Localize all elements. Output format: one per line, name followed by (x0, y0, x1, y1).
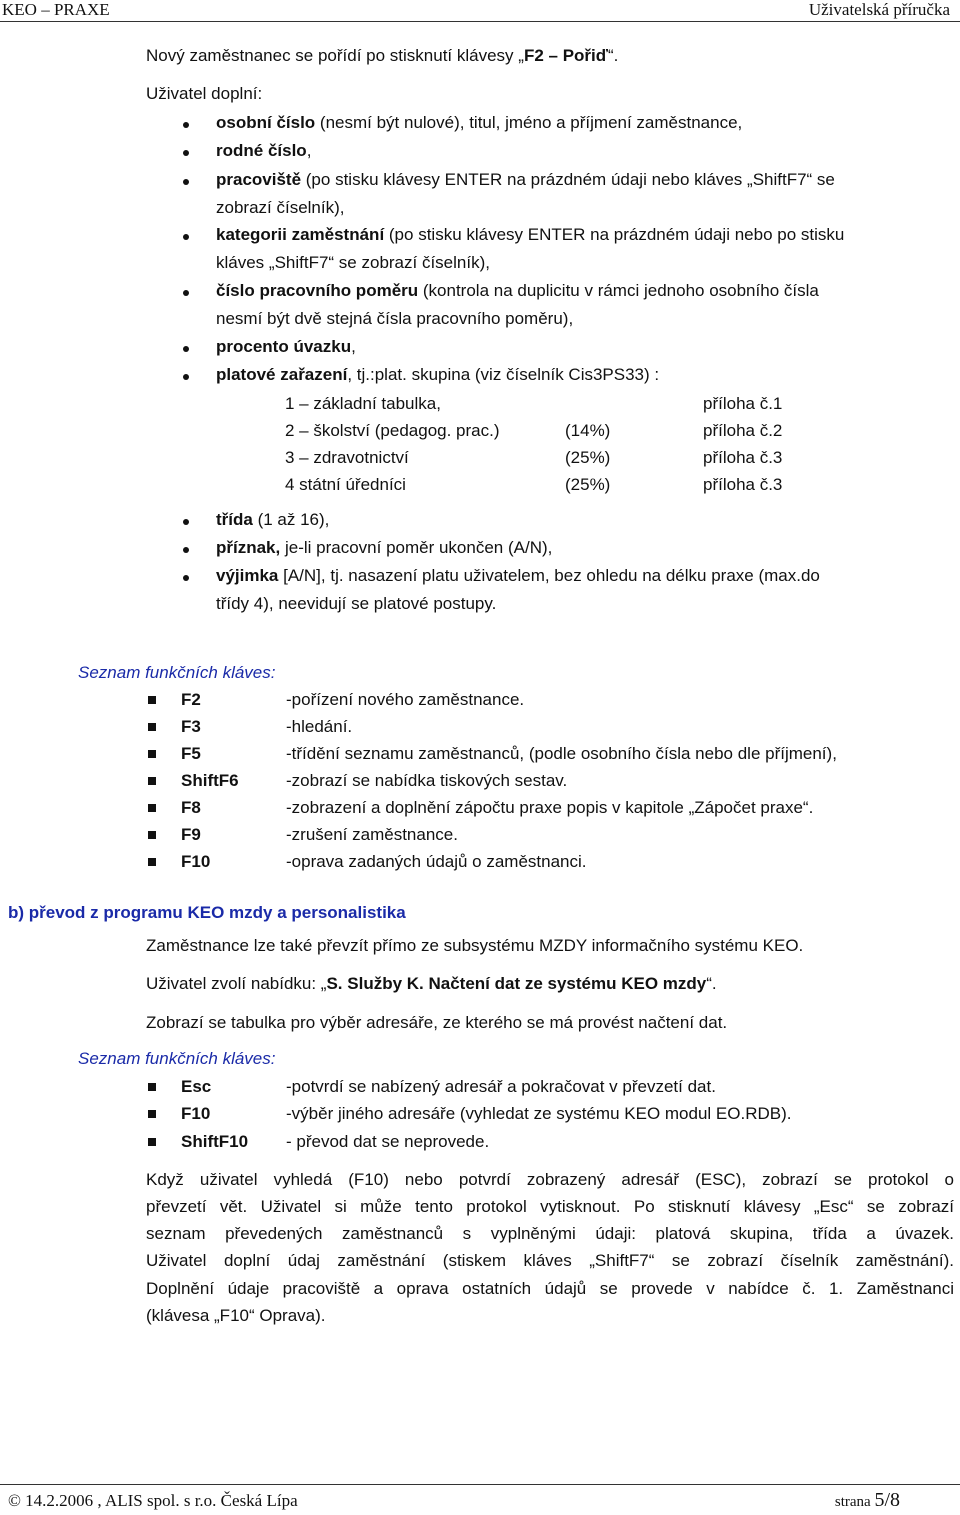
keys-heading: Seznam funkčních kláves: (78, 1049, 276, 1068)
bullet (183, 519, 189, 525)
key-name: F10 (181, 1104, 211, 1123)
field-item-cont: nesmí být dvě stejná čísla pracovního poměru), (216, 309, 574, 328)
key-desc: -zrušení zaměstnance. (286, 825, 458, 844)
salary-name: 1 – základní tabulka, (285, 394, 441, 413)
final-paragraph-line: seznam převedených zaměstnanců s vyplněnými údaji: platová skupina, třída a úvazek. (146, 1224, 954, 1243)
square-bullet (148, 1083, 156, 1091)
square-bullet (148, 723, 156, 731)
bullet (183, 290, 189, 296)
intro-pre: Nový zaměstnanec se pořídí po stisknutí klávesy „ (146, 46, 524, 65)
salary-name: 4 státní úředníci (285, 475, 406, 494)
final-paragraph-line: (klávesa „F10“ Oprava). (146, 1306, 326, 1325)
key-desc: -pořízení nového zaměstnance. (286, 690, 525, 709)
salary-attachment: příloha č.3 (703, 475, 783, 494)
key-name: F5 (181, 744, 201, 763)
bullet (183, 575, 189, 581)
square-bullet (148, 1110, 156, 1118)
key-desc: -třídění seznamu zaměstnanců, (podle osobního čísla nebo dle příjmení), (286, 744, 837, 763)
bullet (183, 179, 189, 185)
bullet (183, 150, 189, 156)
square-bullet (148, 750, 156, 758)
key-name: F8 (181, 798, 201, 817)
field-item-cont: třídy 4), neevidují se platové postupy. (216, 594, 497, 613)
field-item: procento úvazku, (216, 337, 356, 356)
footer-right: strana 5/8 (834, 1489, 900, 1511)
field-item: platové zařazení, tj.:plat. skupina (viz číselník Cis3PS33) : (216, 365, 660, 384)
header-left: KEO – PRAXE (2, 0, 110, 19)
salary-attachment: příloha č.1 (703, 394, 783, 413)
key-desc: -oprava zadaných údajů o zaměstnanci. (286, 852, 587, 871)
square-bullet (148, 858, 156, 866)
field-item: příznak, je-li pracovní poměr ukončen (A/N), (216, 538, 553, 557)
final-paragraph-line: převzetí vět. Uživatel si může tento protokol vytisknout. Po stisknutí klávesy „Esc“ se zobrazí (146, 1197, 954, 1216)
intro-line-2: Uživatel doplní: (146, 84, 263, 103)
field-item: výjimka [A/N], tj. nasazení platu uživatelem, bez ohledu na délku praxe (max.do (216, 566, 820, 585)
bullet (183, 234, 189, 240)
key-name: F10 (181, 852, 211, 871)
salary-pct: (25%) (565, 475, 611, 494)
salary-name: 2 – školství (pedagog. prac.) (285, 421, 500, 440)
section-b-p1: Zaměstnance lze také převzít přímo ze subsystému MZDY informačního systému KEO. (146, 936, 804, 955)
key-desc: -potvrdí se nabízený adresář a pokračovat v převzetí dat. (286, 1077, 716, 1096)
salary-name: 3 – zdravotnictví (285, 448, 409, 467)
footer-left: © 14.2.2006 , ALIS spol. s r.o. Česká Lípa (8, 1491, 298, 1510)
final-paragraph-line: Když uživatel vyhledá (F10) nebo potvrdí zobrazený adresář (ESC), zobrazí se protokol o (146, 1170, 954, 1189)
field-item-cont: zobrazí číselník), (216, 198, 345, 217)
header-right: Uživatelská příručka (808, 0, 950, 19)
final-paragraph-line: Doplnění údaje pracoviště a oprava ostatních údajů se provede v nabídce č. 1. Zaměstnanci (146, 1279, 954, 1298)
key-desc: -hledání. (286, 717, 353, 736)
section-b-p3: Zobrazí se tabulka pro výběr adresáře, ze kterého se má provést načtení dat. (146, 1013, 728, 1032)
salary-pct: (14%) (565, 421, 611, 440)
final-paragraph-line: Uživatel doplní údaj zaměstnání (stiskem kláves „ShiftF7“ se zobrazí číselník zaměstnání). (146, 1251, 954, 1270)
salary-attachment: příloha č.2 (703, 421, 783, 440)
square-bullet (148, 831, 156, 839)
salary-pct: (25%) (565, 448, 611, 467)
footer-rule (0, 1484, 960, 1485)
key-name: F9 (181, 825, 201, 844)
bullet (183, 374, 189, 380)
key-name: Esc (181, 1077, 212, 1096)
intro-line-1 (146, 46, 618, 66)
section-b-p2: Uživatel zvolí nabídku: „S. Služby K. Načtení dat ze systému KEO mzdy“. (146, 974, 717, 993)
key-name: F2 (181, 690, 201, 709)
key-desc: -výběr jiného adresáře (vyhledat ze systému KEO modul EO.RDB). (286, 1104, 792, 1123)
intro-key: F2 – Pořiď (523, 46, 608, 65)
square-bullet (148, 777, 156, 785)
bullet (183, 122, 189, 128)
intro-post: “. (607, 46, 619, 65)
square-bullet (148, 1138, 156, 1146)
key-desc: - převod dat se neprovede. (286, 1132, 490, 1151)
section-b-title: b) převod z programu KEO mzdy a personalistika (8, 903, 406, 922)
keys-heading: Seznam funkčních kláves: (78, 663, 276, 682)
key-desc: -zobrazí se nabídka tiskových sestav. (286, 771, 568, 790)
key-name: F3 (181, 717, 201, 736)
field-item: pracoviště (po stisku klávesy ENTER na prázdném údaji nebo kláves „ShiftF7“ se (216, 170, 835, 189)
field-item: kategorii zaměstnání (po stisku klávesy ENTER na prázdném údaji nebo po stisku (216, 225, 845, 244)
key-name: ShiftF6 (181, 771, 239, 790)
field-item-cont: kláves „ShiftF7“ se zobrazí číselník), (216, 253, 490, 272)
field-item: číslo pracovního poměru (kontrola na duplicitu v rámci jednoho osobního čísla (216, 281, 819, 300)
field-item: třída (1 až 16), (216, 510, 330, 529)
square-bullet (148, 696, 156, 704)
bullet (183, 346, 189, 352)
salary-attachment: příloha č.3 (703, 448, 783, 467)
key-desc: -zobrazení a doplnění zápočtu praxe popis v kapitole „Zápočet praxe“. (286, 798, 814, 817)
bullet (183, 547, 189, 553)
field-item: osobní číslo (nesmí být nulové), titul, jméno a příjmení zaměstnance, (216, 113, 743, 132)
header-rule (0, 21, 960, 22)
square-bullet (148, 804, 156, 812)
field-item: rodné číslo, (216, 141, 312, 160)
key-name: ShiftF10 (181, 1132, 249, 1151)
